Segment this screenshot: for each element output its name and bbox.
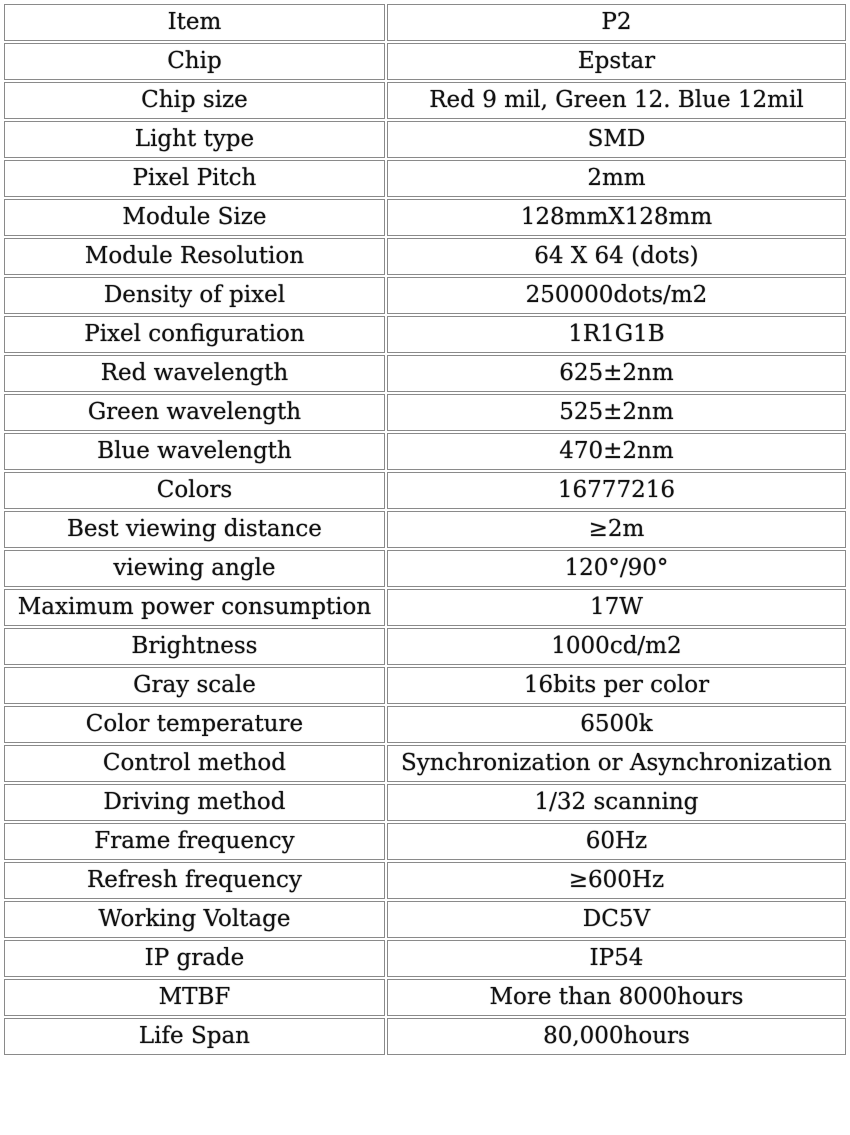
spec-value: 16777216 [387, 472, 846, 509]
spec-value: 2mm [387, 160, 846, 197]
table-row [4, 745, 846, 782]
spec-label: Working Voltage [4, 901, 385, 938]
spec-value: IP54 [387, 940, 846, 977]
spec-label: Driving method [4, 784, 385, 821]
spec-label: Control method [4, 745, 385, 782]
spec-label: Blue wavelength [4, 433, 385, 470]
spec-value: 128mmX128mm [387, 199, 846, 236]
table-row [4, 706, 846, 743]
spec-value: 1/32 scanning [387, 784, 846, 821]
spec-value: 625±2nm [387, 355, 846, 392]
spec-value: SMD [387, 121, 846, 158]
spec-value: 6500k [387, 706, 846, 743]
table-row [4, 394, 846, 431]
spec-label: Module Size [4, 199, 385, 236]
table-row [4, 628, 846, 665]
spec-label: Chip [4, 43, 385, 80]
table-row [4, 238, 846, 275]
table-row [4, 784, 846, 821]
spec-value: 16bits per color [387, 667, 846, 704]
spec-label: Light type [4, 121, 385, 158]
spec-table [2, 2, 848, 1057]
spec-value: ≥2m [387, 511, 846, 548]
spec-label: Gray scale [4, 667, 385, 704]
spec-value: 60Hz [387, 823, 846, 860]
spec-value: 250000dots/m2 [387, 277, 846, 314]
spec-label: Maximum power consumption [4, 589, 385, 626]
table-row [4, 940, 846, 977]
table-row [4, 979, 846, 1016]
table-row [4, 199, 846, 236]
spec-label: Color temperature [4, 706, 385, 743]
spec-label: Best viewing distance [4, 511, 385, 548]
table-row [4, 901, 846, 938]
spec-value: Synchronization or Asynchronization [387, 745, 846, 782]
spec-value: 1R1G1B [387, 316, 846, 353]
spec-value: ≥600Hz [387, 862, 846, 899]
table-row [4, 511, 846, 548]
column-header-item: Item [4, 4, 385, 41]
table-row [4, 277, 846, 314]
spec-label: Brightness [4, 628, 385, 665]
table-row [4, 550, 846, 587]
spec-value: 470±2nm [387, 433, 846, 470]
table-row [4, 472, 846, 509]
spec-label: Life Span [4, 1018, 385, 1055]
spec-label: viewing angle [4, 550, 385, 587]
spec-table-body [4, 4, 846, 1055]
spec-value: Red 9 mil, Green 12. Blue 12mil [387, 82, 846, 119]
spec-value: More than 8000hours [387, 979, 846, 1016]
spec-label: Refresh frequency [4, 862, 385, 899]
spec-label: MTBF [4, 979, 385, 1016]
table-row [4, 433, 846, 470]
spec-value: 525±2nm [387, 394, 846, 431]
table-header-row [4, 4, 846, 41]
table-row [4, 43, 846, 80]
spec-label: Red wavelength [4, 355, 385, 392]
spec-value: Epstar [387, 43, 846, 80]
spec-label: Chip size [4, 82, 385, 119]
table-row [4, 1018, 846, 1055]
spec-label: Green wavelength [4, 394, 385, 431]
table-row [4, 823, 846, 860]
spec-value: 80,000hours [387, 1018, 846, 1055]
spec-label: Pixel Pitch [4, 160, 385, 197]
table-row [4, 589, 846, 626]
column-header-model: P2 [387, 4, 846, 41]
table-row [4, 862, 846, 899]
spec-value: 120°/90° [387, 550, 846, 587]
table-row [4, 82, 846, 119]
spec-label: Frame frequency [4, 823, 385, 860]
spec-label: Pixel configuration [4, 316, 385, 353]
spec-value: DC5V [387, 901, 846, 938]
spec-value: 17W [387, 589, 846, 626]
table-row [4, 316, 846, 353]
table-row [4, 667, 846, 704]
table-row [4, 121, 846, 158]
table-row [4, 355, 846, 392]
spec-value: 64 X 64 (dots) [387, 238, 846, 275]
spec-label: Colors [4, 472, 385, 509]
spec-value: 1000cd/m2 [387, 628, 846, 665]
table-row [4, 160, 846, 197]
spec-label: Module Resolution [4, 238, 385, 275]
spec-label: IP grade [4, 940, 385, 977]
spec-label: Density of pixel [4, 277, 385, 314]
